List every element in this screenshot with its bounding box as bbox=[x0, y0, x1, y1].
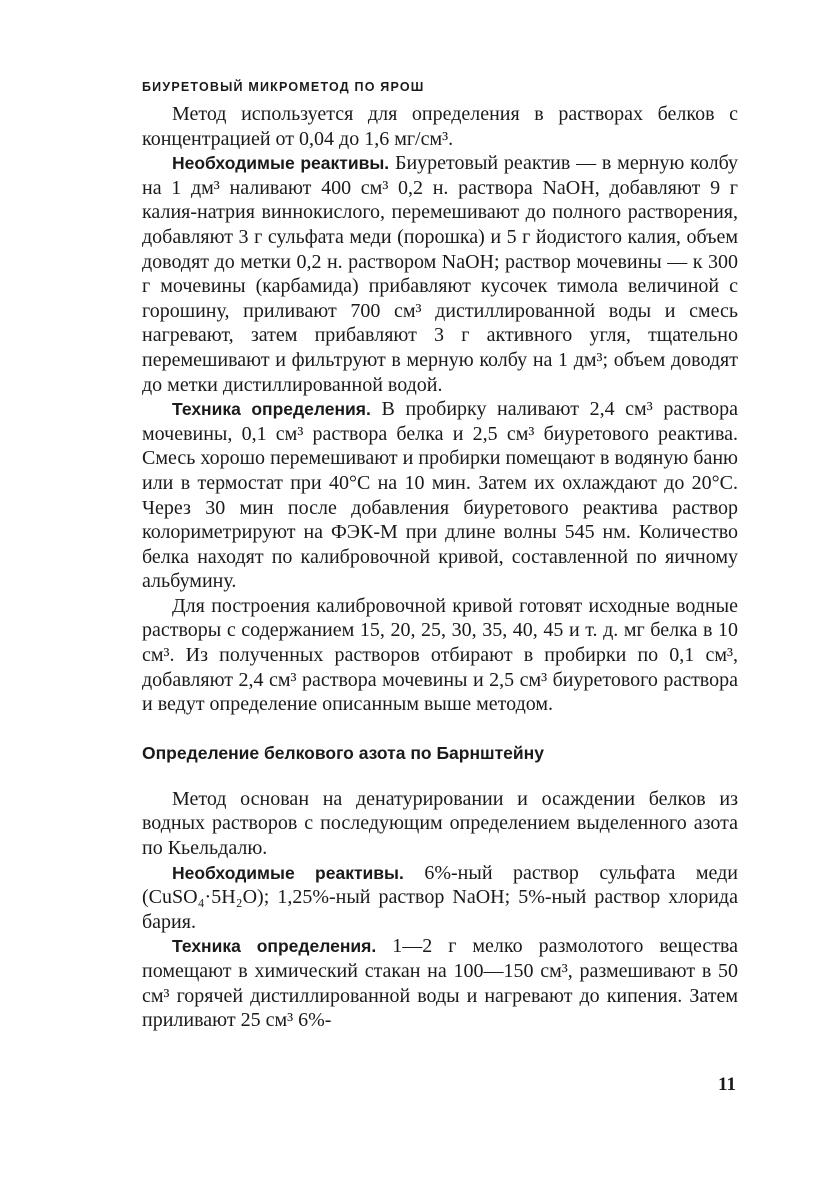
section1-paragraph-4: Для построения калибровочной кривой готовят исходные водные растворы с содержанием 15, 20, 25, 30, 35, 40, 45 и т. д. мг белка в 10 см³. Из полученных растворов отбирают в пробирки по 0,1 см³, добавляют 2,4 см³ раствора мочевины и 2,5 см³ биуретового раствора и ведут определение описанным выше методом. bbox=[142, 594, 738, 716]
technique-text: 1—2 г мелко размолотого вещества помещают в химический стакан на 100—150 см³, размешивают в 50 см³ горячей дистиллированной воды и нагревают до кипения. Затем приливают 25 см³ 6%- bbox=[142, 935, 739, 1032]
section2-paragraph-3 bbox=[142, 934, 738, 1032]
technique-text: В пробирку наливают 2,4 см³ раствора мочевины, 0,1 см³ раствора белка и 2,5 см³ биуретового реактива. Смесь хорошо перемешивают и пробирки помещают в водяную баню или в термостат при 40°C на 10 мин. Затем их охлаждают до 20°C. Через 30 мин после добавления биуретового реактива раствор колориметрируют на ФЭК-М при длине волны 545 нм. Количество белка находят по калибровочной кривой, составленной по яичному альбумину. bbox=[142, 398, 738, 593]
reagents-lead: Необходимые реактивы. bbox=[172, 153, 390, 174]
section1-paragraph-2 bbox=[142, 151, 738, 397]
reagents-lead: Необходимые реактивы. bbox=[172, 862, 404, 883]
page-body bbox=[142, 78, 738, 1033]
section2-paragraph-2 bbox=[142, 861, 738, 935]
reagents-text: 6%-ный раствор сульфата меди (CuSO₄·5H₂O); 1,25%-ный раствор NaOH; 5%-ный раствор хлорида бария. bbox=[142, 861, 738, 933]
technique-lead: Техника определения. bbox=[172, 936, 377, 957]
section2-heading: Определение белкового азота по Барнштейну bbox=[142, 742, 544, 763]
section1-paragraph-1: Метод используется для определения в растворах белков с концентрацией от 0,04 до 1,6 мг/см³. bbox=[142, 103, 738, 150]
section1-paragraph-3 bbox=[142, 397, 738, 594]
page-number: 11 bbox=[718, 1074, 736, 1095]
running-head: БИУРЕТОВЫЙ МИКРОМЕТОД ПО ЯРОШ bbox=[142, 80, 425, 94]
technique-lead: Техника определения. bbox=[172, 399, 371, 420]
reagents-text: Биуретовый реактив — в мерную колбу на 1 дм³ наливают 400 см³ 0,2 н. раствора NaOH, добавляют 9 г калия-натрия виннокислого, перемешивают до полного растворения, добавляют 3 г сульфата меди (порошка) и 5 г йодистого калия, объем доводят до метки 0,2 н. раствором NaOH; раствор мочевины — к 300 г мочевины (карбамида) прибавляют кусочек тимола величиной с горошину, приливают 700 см³ дистиллированной воды и смесь нагревают, затем прибавляют 3 г активного угля, тщательно перемешивают и фильтруют в мерную колбу на 1 дм³; объем доводят до метки дистиллированной водой. bbox=[142, 152, 738, 396]
section2-paragraph-1: Метод основан на денатурировании и осаждении белков из водных растворов с последующим определением выделенного азота по Кьельдалю. bbox=[142, 787, 738, 860]
